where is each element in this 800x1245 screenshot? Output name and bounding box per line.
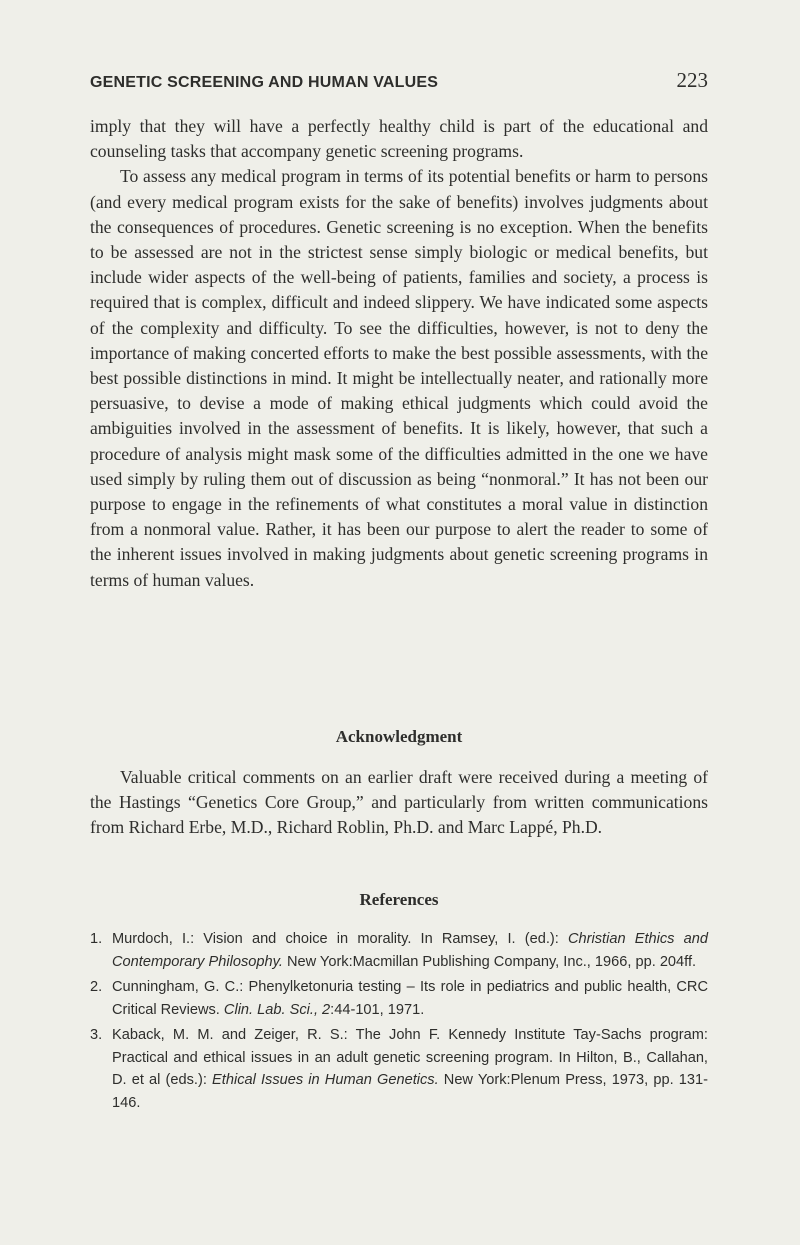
reference-text: [112, 976, 708, 1021]
references-list: [90, 928, 708, 1117]
reference-item: [90, 928, 708, 973]
reference-item: [90, 1024, 708, 1114]
paragraph-assessment: To assess any medical program in terms of its potential benefits or harm to persons (and every medical program exists for the sake of benefits) involves judgments about the consequences of procedures. Genetic screening is no exception. When the benefits to be assessed are not in the strictest sense simply biologic or medical benefits, but include wider aspects of the well-being of patients, families and society, a process is required that is complex, difficult and indeed slippery. We have indicated some aspects of the complexity and difficulty. To see the difficulties, however, is not to deny the importance of making concerted efforts to make the best possible assessments, with the best possible distinctions in mind. It might be intellectually neater, and rationally more persuasive, to devise a mode of making ethical judgments which could avoid the ambiguities involved in the assessment of benefits. It is likely, however, that such a procedure of analysis might mask some of the difficulties admitted in the one we have used simply by ruling them out of discussion as being “nonmoral.” It has not been our purpose to engage in the refinements of what constitutes a moral value in distinction from a nonmoral value. Rather, it has been our purpose to alert the reader to some of the inherent issues involved in making judgments about genetic screening programs in terms of human values.: [90, 166, 708, 590]
running-title: GENETIC SCREENING AND HUMAN VALUES: [90, 74, 439, 91]
acknowledgment-paragraph: Valuable critical comments on an earlier draft were received during a meeting of the Hastings “Genetics Core Group,” and particularly from written communications from Richard Erbe, M.D., Richard Roblin, Ph.D. and Marc Lappé, Ph.D.: [90, 767, 708, 838]
acknowledgment-text: [90, 765, 708, 841]
reference-title: Clin. Lab. Sci., 2: [223, 1001, 331, 1018]
paragraph-continued: imply that they will have a perfectly healthy child is part of the educational and counseling tasks that accompany genetic screening programs.: [90, 116, 708, 162]
reference-text: [112, 928, 708, 973]
reference-title: Christian Ethics and Contemporary Philosophy.: [112, 931, 708, 970]
page-number: 223: [676, 68, 708, 92]
body-text: [90, 114, 708, 593]
reference-number: 3.: [90, 1027, 103, 1043]
reference-citation: Murdoch, I.: Vision and choice in morality. In Ramsey, I. (ed.):: [112, 931, 568, 947]
reference-text: [112, 1024, 708, 1114]
reference-number: 1.: [90, 931, 103, 947]
reference-title: Ethical Issues in Human Genetics.: [212, 1072, 439, 1088]
reference-citation: Kaback, M. M. and Zeiger, R. S.: The John F. Kennedy Institute Tay-Sachs program: Practical and ethical issues in an adult genetic screening program. In Hilton, B., Callahan, D. et al (eds.):: [112, 1027, 708, 1088]
reference-citation: Cunningham, G. C.: Phenylketonuria testing – Its role in pediatrics and public health, CRC Critical Reviews.: [112, 979, 708, 1018]
reference-publication: New York:Plenum Press, 1973, pp. 131-146.: [112, 1072, 708, 1111]
references-heading: References: [359, 890, 439, 909]
reference-number: 2.: [90, 979, 103, 995]
reference-publication: :44-101, 1971.: [330, 1001, 425, 1018]
running-head: [90, 68, 708, 93]
acknowledgment-heading: Acknowledgment: [335, 727, 463, 746]
reference-item: [90, 976, 708, 1021]
reference-publication: New York:Macmillan Publishing Company, Inc., 1966, pp. 204ff.: [282, 953, 697, 970]
